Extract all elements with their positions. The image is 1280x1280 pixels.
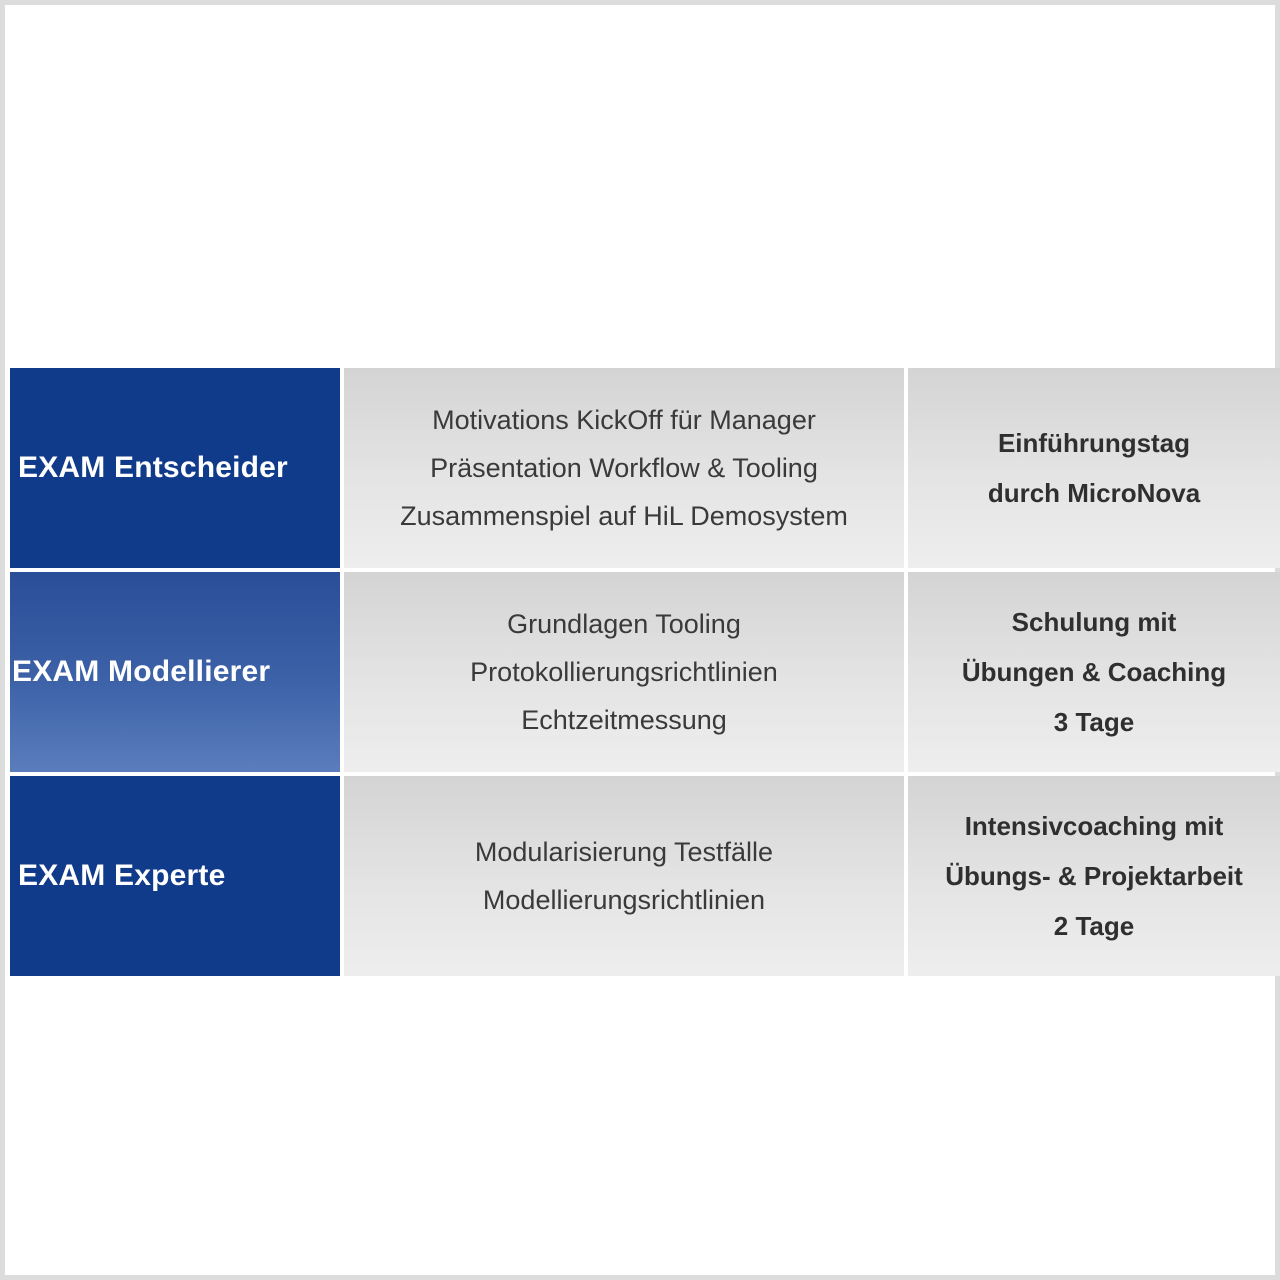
row-label: EXAM Entscheider	[10, 368, 340, 568]
table-row-modellierer	[10, 572, 1280, 772]
topic-line: Modellierungsrichtlinien	[482, 885, 766, 915]
format-line: Übungen & Coaching	[961, 657, 1227, 687]
topic-line: Zusammenspiel auf HiL Demosystem	[400, 501, 848, 531]
format-cell	[908, 572, 1280, 772]
topics-cell	[344, 368, 904, 568]
format-cell	[908, 776, 1280, 976]
topic-line: Modularisierung Testfälle	[474, 837, 774, 867]
format-line: Schulung mit	[1011, 607, 1177, 637]
topic-line: Echtzeitmessung	[521, 705, 727, 735]
format-cell	[908, 368, 1280, 568]
format-line: durch MicroNova	[987, 478, 1201, 508]
format-line: Übungs- & Projektarbeit	[945, 861, 1243, 891]
table-row-experte	[10, 776, 1280, 976]
topic-line: Protokollierungsrichtlinien	[470, 657, 778, 687]
topic-line: Grundlagen Tooling	[507, 609, 741, 639]
topic-line: Präsentation Workflow & Tooling	[430, 453, 818, 483]
topics-cell	[344, 572, 904, 772]
training-table	[10, 368, 1280, 976]
format-line: 3 Tage	[1053, 707, 1135, 737]
format-line: 2 Tage	[1053, 911, 1135, 941]
format-line: Einführungstag	[997, 428, 1191, 458]
topic-line: Motivations KickOff für Manager	[432, 405, 816, 435]
row-label: EXAM Modellierer	[10, 572, 340, 772]
topics-cell	[344, 776, 904, 976]
row-label: EXAM Experte	[10, 776, 340, 976]
format-line: Intensivcoaching mit	[964, 811, 1224, 841]
table-row-entscheider	[10, 368, 1280, 568]
